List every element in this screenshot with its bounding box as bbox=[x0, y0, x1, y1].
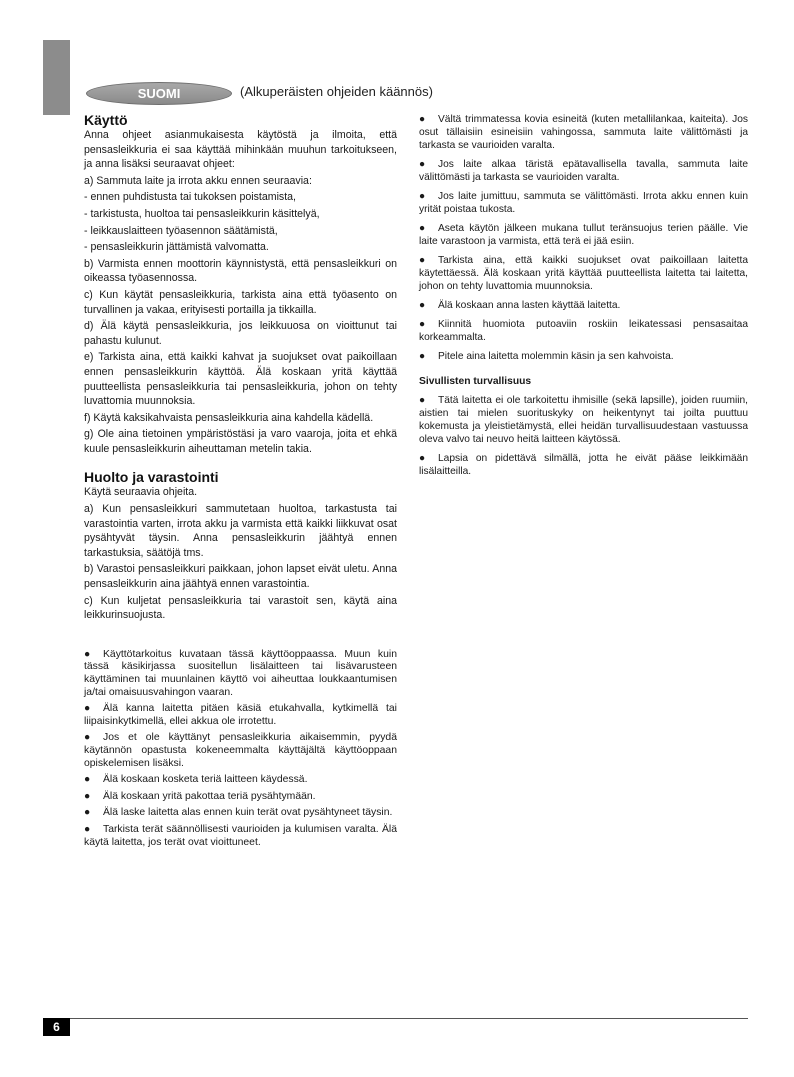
bullet-item bbox=[419, 222, 748, 248]
kaytto-paragraphs bbox=[84, 128, 397, 456]
right-bullet-list bbox=[419, 113, 748, 363]
bullet-item bbox=[84, 732, 397, 770]
huolto-paragraphs bbox=[84, 485, 397, 622]
bullet-icon: ● bbox=[419, 351, 426, 362]
page-number: 6 bbox=[43, 1018, 70, 1036]
translation-subtitle: (Alkuperäisten ohjeiden käännös) bbox=[240, 84, 433, 99]
bullet-item bbox=[84, 791, 397, 804]
bullet-text: Pitele aina laitetta molemmin käsin ja sen kahvoista. bbox=[438, 351, 674, 362]
bullet-item bbox=[419, 394, 748, 446]
bullet-item bbox=[419, 190, 748, 216]
right-column bbox=[419, 113, 748, 484]
bullet-text: Aseta käytön jälkeen mukana tullut teränsuojus terien päälle. Vie laite varastoon ja varmista, että terä ei jää esiin. bbox=[419, 223, 748, 247]
bullet-icon: ● bbox=[419, 319, 426, 330]
bullet-icon: ● bbox=[84, 732, 91, 744]
bullet-text: Jos laite jumittuu, sammuta se välittömästi. Irrota akku ennen kuin yrität poistaa tukosta. bbox=[419, 191, 748, 215]
section-title-sivullisten: Sivullisten turvallisuus bbox=[419, 376, 532, 387]
paragraph: - pensasleikkurin jättämistä valvomatta. bbox=[84, 241, 269, 254]
bullet-text: Älä koskaan kosketa teriä laitteen käydessä. bbox=[103, 774, 308, 786]
bullet-icon: ● bbox=[84, 648, 91, 660]
section-title-huolto: Huolto ja varastointi bbox=[84, 469, 219, 486]
paragraph: a) Sammuta laite ja irrota akku ennen seuraavia: bbox=[84, 174, 312, 187]
bullet-item bbox=[84, 703, 397, 728]
bullet-icon: ● bbox=[419, 255, 426, 266]
bullet-icon: ● bbox=[84, 703, 91, 715]
bullet-item bbox=[419, 254, 748, 293]
bullet-text: Tätä laitetta ei ole tarkoitettu ihmisille (sekä lapsille), joiden ruumiin, aistien tai mielen suorituskyky on heikentynyt tai joilta puuttuu kokemusta ja yleistietämystä, ellei heidän turvallisuudestaan vastuussa oleva valvo tai neuvo heitä laitteen käytössä. bbox=[419, 395, 748, 445]
bullet-icon: ● bbox=[419, 300, 426, 311]
bullet-text: Käyttötarkoitus kuvataan tässä käyttöoppaassa. Muun kuin tässä käsikirjassa suositellun lisälaitteen tai lisävarusteen käyttäminen tai muunlainen käyttö voi aiheuttaa loukkaantumisen ja/tai omaisuusvahingon vaaran. bbox=[84, 648, 397, 698]
paragraph: d) Älä käytä pensasleikkuria, jos leikkuuosa on vioittunut tai pahastu kulunut. bbox=[84, 320, 397, 347]
bullet-text: Tarkista terät säännöllisesti vaurioiden ja kulumisen varalta. Älä käytä laitetta, jos terät ovat vioittuneet. bbox=[84, 823, 397, 848]
section-title-kaytto: Käyttö bbox=[84, 112, 128, 128]
paragraph: - ennen puhdistusta tai tukoksen poistamista, bbox=[84, 191, 296, 204]
bullet-icon: ● bbox=[419, 223, 426, 234]
paragraph: b) Varastoi pensasleikkuri paikkaan, johon lapset eivät uletu. Anna pensasleikkurin aina jäähtyä ennen varastointia. bbox=[84, 563, 397, 591]
bullet-text: Lapsia on pidettävä silmällä, jotta he eivät pääse leikkimään lisälaitteilla. bbox=[419, 453, 748, 477]
paragraph: Anna ohjeet asianmukaisesta käytöstä ja ilmoita, että pensasleikkuria ei saa käyttää mihinkään muuhun tarkoitukseen, ja anna lisäksi seuraavat ohjeet: bbox=[84, 129, 397, 171]
bullet-item bbox=[84, 807, 397, 820]
bullet-text: Vältä trimmatessa kovia esineitä (kuten metallilankaa, kaiteita). Jos osut tällaisiin esineisiin vahingossa, sammuta laite välittömästi ja tarkasta se vaurioiden varalta. bbox=[419, 114, 748, 151]
paragraph: - leikkauslaitteen työasennon säätämistä, bbox=[84, 224, 278, 237]
bullet-item bbox=[84, 774, 397, 787]
bullet-text: Jos et ole käyttänyt pensasleikkuria aikaisemmin, pyydä käytännön opastusta kokeneemmalta käyttäjältä käyttöoppaan opiskelemisen lisäksi. bbox=[84, 732, 397, 769]
language-badge: SUOMI bbox=[86, 82, 232, 105]
paragraph: Käytä seuraavia ohjeita. bbox=[84, 486, 198, 499]
bullet-text: Kiinnitä huomiota putoaviin roskiin leikatessasi pensasaitaa korkeammalta. bbox=[419, 319, 748, 343]
paragraph: b) Varmista ennen moottorin käynnistystä, että pensasleikkuri on oikeassa työasennossa. bbox=[84, 257, 397, 285]
bullet-item bbox=[419, 299, 748, 312]
bullet-icon: ● bbox=[419, 114, 426, 125]
bullet-icon: ● bbox=[84, 823, 91, 835]
left-column bbox=[84, 112, 397, 853]
paragraph: c) Kun kuljetat pensasleikkuria tai varastoit sen, käytä aina leikkurinsuojusta. bbox=[84, 594, 397, 622]
sivullisten-bullet-list bbox=[419, 394, 748, 478]
bullet-icon: ● bbox=[84, 774, 91, 786]
bullet-text: Tarkista aina, että kaikki suojukset ovat paikoillaan laitetta käytettäessä. Älä koskaan yritä käyttää puutteellista laitetta tai laitetta, johon on tehty luvattomia muunnoksia. bbox=[419, 255, 748, 292]
bullet-item bbox=[419, 350, 748, 363]
bullet-item bbox=[84, 649, 397, 699]
paragraph: - tarkistusta, huoltoa tai pensasleikkurin käsittelyä, bbox=[84, 207, 320, 220]
bullet-icon: ● bbox=[84, 807, 91, 819]
bullet-icon: ● bbox=[419, 191, 426, 202]
paragraph: f) Käytä kaksikahvaista pensasleikkuria aina kahdella kädellä. bbox=[84, 411, 374, 424]
bullet-item bbox=[84, 824, 397, 849]
bullet-icon: ● bbox=[84, 790, 91, 802]
paragraph: g) Ole aina tietoinen ympäristöstäsi ja varo vaaroja, joita et ehkä kuule pensasleikkurin aiheuttaman metelin takia. bbox=[84, 428, 397, 455]
bullet-text: Älä kanna laitetta pitäen käsiä etukahvalla, kytkimellä tai liipaisinkytkimellä, ellei akkua ole irrotettu. bbox=[84, 703, 397, 727]
bullet-icon: ● bbox=[419, 453, 426, 464]
bullet-icon: ● bbox=[419, 395, 426, 406]
bullet-item bbox=[419, 452, 748, 478]
bullet-text: Älä laske laitetta alas ennen kuin terät ovat pysähtyneet täysin. bbox=[103, 807, 393, 819]
bullet-item bbox=[419, 318, 748, 344]
bullet-text: Jos laite alkaa täristä epätavallisella tavalla, sammuta laite välittömästi ja tarkasta se vaurioiden varalta. bbox=[419, 159, 748, 183]
left-bullet-list bbox=[84, 649, 397, 849]
paragraph: c) Kun käytät pensasleikkuria, tarkista aina että työasento on turvallinen ja vakaa, erityisesti portailla ja tikkailla. bbox=[84, 288, 397, 316]
bullet-text: Älä koskaan anna lasten käyttää laitetta. bbox=[438, 300, 621, 311]
paragraph: a) Kun pensasleikkuri sammutetaan huoltoa, tarkastusta tai varastointia varten, irrota akku ja varmista että kaikki liikkuvat osat pysähtyvät täysin. Anna pensasleikkurin jäähtyä ennen tarkastuksia, säätöjä tms. bbox=[84, 503, 397, 559]
language-side-tab bbox=[43, 40, 70, 115]
bullet-item bbox=[419, 158, 748, 184]
bullet-text: Älä koskaan yritä pakottaa teriä pysähtymään. bbox=[103, 790, 316, 802]
bullet-icon: ● bbox=[419, 159, 426, 170]
bullet-item bbox=[419, 113, 748, 152]
paragraph: e) Tarkista aina, että kaikki kahvat ja suojukset ovat paikoillaan ennen pensasleikkurin käyttöä. Älä koskaan yritä käyttää puutteellista pensasleikkuria tai pensasleikkuria, johon on tehty luvattomia muunnoksia. bbox=[84, 351, 397, 408]
footer-divider bbox=[43, 1018, 748, 1019]
